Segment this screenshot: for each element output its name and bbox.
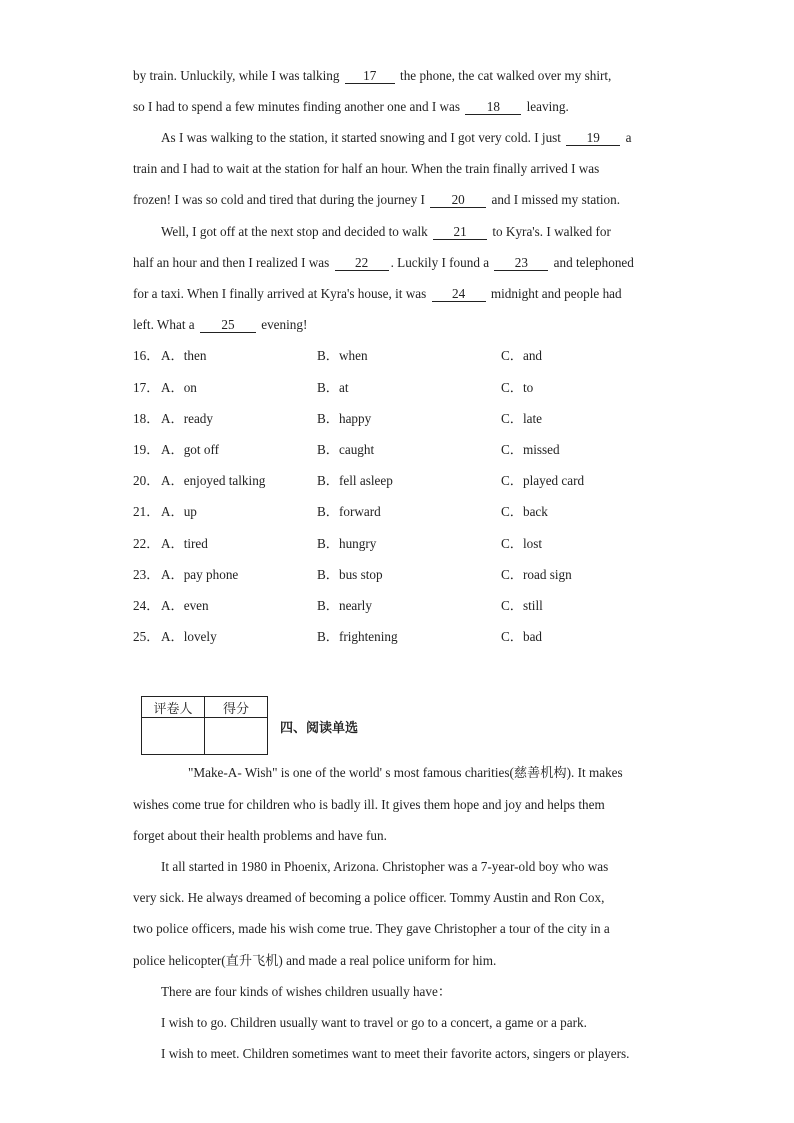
blank-23: 23: [494, 255, 548, 271]
score-box: [141, 696, 268, 755]
option-b[interactable]: B．frightening: [317, 629, 398, 644]
passage-text: . Luckily I found a: [390, 255, 493, 270]
score-label: 得分: [205, 697, 268, 718]
question-options-20: [133, 472, 693, 490]
passage-line: [133, 67, 611, 85]
question-options-24: [133, 597, 693, 615]
question-options-19: [133, 441, 693, 459]
question-number: 23．: [133, 567, 160, 582]
option-c[interactable]: C．and: [501, 348, 543, 363]
option-a[interactable]: A．got off: [161, 442, 219, 457]
option-a[interactable]: A．tired: [161, 536, 208, 551]
option-a[interactable]: A．on: [161, 380, 197, 395]
blank-21: 21: [433, 224, 487, 240]
question-number: 20．: [133, 473, 160, 488]
passage-text: evening!: [257, 317, 308, 332]
question-options-17: [133, 379, 693, 397]
blank-25: 25: [200, 317, 256, 333]
passage-line: [161, 129, 631, 147]
passage-line: train and I had to wait at the station for half an hour. When the train finally arrived I was: [133, 161, 600, 176]
question-number: 18．: [133, 411, 160, 426]
passage-line: [133, 316, 307, 334]
option-b[interactable]: B．nearly: [317, 598, 372, 613]
question-number: 21．: [133, 504, 160, 519]
question-number: 22．: [133, 536, 160, 551]
option-a[interactable]: A．lovely: [161, 629, 217, 644]
blank-20: 20: [430, 192, 486, 208]
passage-line: [133, 285, 622, 303]
passage-text: and I missed my station.: [488, 192, 621, 207]
question-options-21: [133, 503, 693, 521]
option-c[interactable]: C．still: [501, 598, 543, 613]
question-number: 19．: [133, 442, 160, 457]
option-b[interactable]: B．forward: [317, 504, 381, 519]
score-cell: [205, 718, 268, 755]
question-options-23: [133, 566, 693, 584]
passage-text: leaving.: [523, 99, 569, 114]
option-a[interactable]: A．even: [161, 598, 209, 613]
reading-line: police helicopter(直升飞机) and made a real police uniform for him.: [133, 953, 497, 968]
passage-text: for a taxi. When I finally arrived at Kyra's house, it was: [133, 286, 430, 301]
reading-line: two police officers, made his wish come true. They gave Christopher a tour of the city in a: [133, 921, 610, 936]
passage-text: the phone, the cat walked over my shirt,: [396, 68, 612, 83]
option-c[interactable]: C．late: [501, 411, 543, 426]
reading-line: "Make-A- Wish" is one of the world' s most famous charities(慈善机构). It makes: [188, 765, 623, 780]
reading-line: I wish to go. Children usually want to travel or go to a concert, a game or a park.: [161, 1015, 587, 1030]
option-a[interactable]: A．enjoyed talking: [161, 473, 266, 488]
passage-line: [133, 254, 634, 272]
option-c[interactable]: C．played card: [501, 473, 585, 488]
question-options-16: [133, 347, 693, 365]
passage-text: midnight and people had: [487, 286, 622, 301]
option-b[interactable]: B．bus stop: [317, 567, 383, 582]
passage-text: frozen! I was so cold and tired that during the journey I: [133, 192, 429, 207]
option-b[interactable]: B．hungry: [317, 536, 377, 551]
passage-text: so I had to spend a few minutes finding another one and I was: [133, 99, 464, 114]
question-options-22: [133, 535, 693, 553]
option-b[interactable]: B．at: [317, 380, 349, 395]
option-c[interactable]: C．bad: [501, 629, 543, 644]
reading-line: forget about their health problems and have fun.: [133, 828, 387, 843]
passage-text: a: [622, 130, 632, 145]
blank-17: 17: [345, 68, 395, 84]
section-title: 四、阅读单选: [280, 721, 359, 736]
question-number: 17．: [133, 380, 160, 395]
grader-label: 评卷人: [142, 697, 205, 718]
option-b[interactable]: B．caught: [317, 442, 375, 457]
passage-line: [161, 223, 611, 241]
passage-text: left. What a: [133, 317, 198, 332]
passage-text: As I was walking to the station, it started snowing and I got very cold. I just: [161, 130, 565, 145]
question-number: 24．: [133, 598, 160, 613]
grader-cell: [142, 718, 205, 755]
reading-line: It all started in 1980 in Phoenix, Arizona. Christopher was a 7-year-old boy who was: [161, 859, 609, 874]
passage-text: and telephoned: [550, 255, 634, 270]
option-a[interactable]: A．then: [161, 348, 207, 363]
passage-text: to Kyra's. I walked for: [489, 224, 611, 239]
option-a[interactable]: A．pay phone: [161, 567, 239, 582]
option-c[interactable]: C．missed: [501, 442, 560, 457]
passage-line: [133, 98, 569, 116]
question-number: 25．: [133, 629, 160, 644]
reading-line: There are four kinds of wishes children usually have：: [161, 984, 452, 999]
passage-line: [133, 191, 620, 209]
question-options-25: [133, 628, 693, 646]
reading-line: I wish to meet. Children sometimes want to meet their favorite actors, singers or players.: [161, 1046, 630, 1061]
option-c[interactable]: C．to: [501, 380, 534, 395]
blank-18: 18: [465, 99, 521, 115]
option-a[interactable]: A．ready: [161, 411, 213, 426]
option-c[interactable]: C．lost: [501, 536, 543, 551]
option-c[interactable]: C．back: [501, 504, 548, 519]
passage-text: half an hour and then I realized I was: [133, 255, 333, 270]
option-c[interactable]: C．road sign: [501, 567, 572, 582]
question-number: 16．: [133, 348, 160, 363]
option-b[interactable]: B．when: [317, 348, 368, 363]
reading-line: very sick. He always dreamed of becoming a police officer. Tommy Austin and Ron Cox,: [133, 890, 605, 905]
option-b[interactable]: B．fell asleep: [317, 473, 393, 488]
passage-text: Well, I got off at the next stop and decided to walk: [161, 224, 432, 239]
option-b[interactable]: B．happy: [317, 411, 372, 426]
blank-24: 24: [432, 286, 486, 302]
option-a[interactable]: A．up: [161, 504, 197, 519]
passage-text: by train. Unluckily, while I was talking: [133, 68, 343, 83]
blank-22: 22: [335, 255, 389, 271]
reading-line: wishes come true for children who is badly ill. It gives them hope and joy and helps them: [133, 797, 605, 812]
blank-19: 19: [566, 130, 620, 146]
question-options-18: [133, 410, 693, 428]
